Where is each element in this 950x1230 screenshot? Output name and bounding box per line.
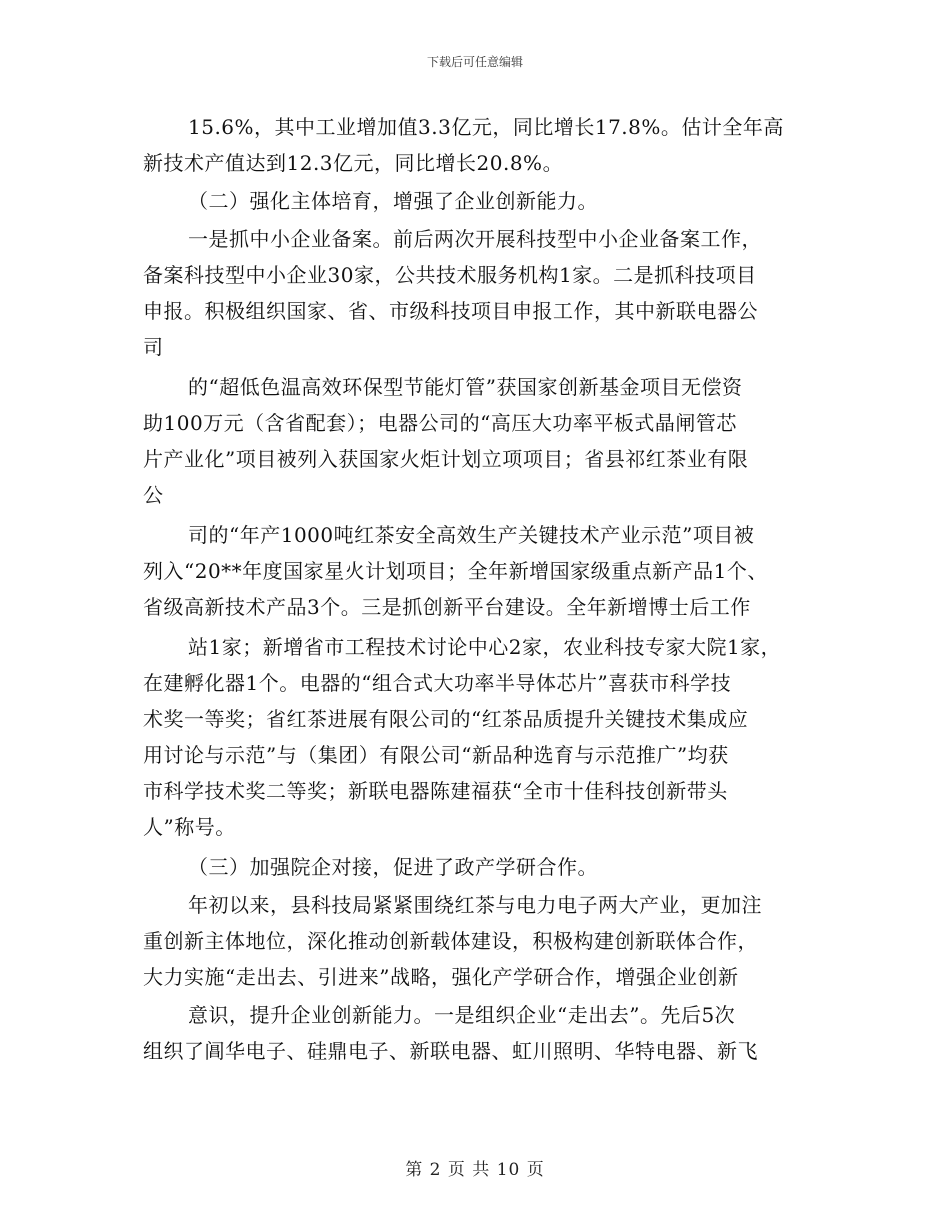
body-line: 15.6%，其中工业增加值3.3亿元，同比增长17.8%。估计全年高	[188, 115, 784, 139]
body-line: 一是抓中小企业备案。前后两次开展科技型中小企业备案工作，	[188, 227, 762, 251]
body-line: 人”称号。	[143, 815, 236, 839]
page-header: 下载后可任意编辑	[426, 55, 523, 69]
body-line: 市科学技术奖二等奖；新联电器陈建福获“全市十佳科技创新带头	[143, 779, 728, 803]
section-heading: （二）强化主体培育，增强了企业创新能力。	[188, 189, 598, 213]
body-line: 备案科技型中小企业30家，公共技术服务机构1家。二是抓科技项目	[143, 263, 757, 287]
body-line: 意识，提升企业创新能力。一是组织企业“走出去”。先后5次	[188, 1003, 736, 1027]
body-line: 公	[143, 483, 164, 507]
body-line: 年初以来，县科技局紧紧围绕红茶与电力电子两大产业，更加注	[188, 893, 762, 917]
body-line: 司	[143, 335, 164, 359]
body-line: 申报。积极组织国家、省、市级科技项目申报工作，其中新联电器公	[143, 299, 758, 323]
body-line: 站1家；新增省市工程技术讨论中心2家，农业科技专家大院1家，	[188, 635, 782, 659]
body-line: 的“超低色温高效环保型节能灯管”获国家创新基金项目无偿资	[188, 375, 743, 399]
body-line: 省级高新技术产品3个。三是抓创新平台建设。全年新增博士后工作	[143, 595, 751, 619]
body-line: 新技术产值达到12.3亿元，同比增长20.8%。	[143, 151, 564, 175]
body-line: 助100万元（含省配套）；电器公司的“高压大功率平板式晶闸管芯	[143, 411, 737, 435]
body-line: 术奖一等奖；省红茶进展有限公司的“红茶品质提升关键技术集成应	[143, 707, 749, 731]
page-footer: 第 2 页 共 10 页	[405, 1160, 545, 1180]
body-line: 司的“年产1000吨红茶安全高效生产关键技术产业示范”项目被	[188, 523, 755, 547]
section-heading: （三）加强院企对接，促进了政产学研合作。	[188, 855, 598, 879]
body-line: 用讨论与示范”与（集团）有限公司“新品种选育与示范推广”均获	[143, 743, 729, 767]
body-line: 列入“20**年度国家星火计划项目；全年新增国家级重点新产品1个、	[143, 559, 768, 583]
body-line: 大力实施“走出去、引进来”战略，强化产学研合作，增强企业创新	[143, 965, 739, 989]
body-line: 重创新主体地位，深化推动创新载体建设，积极构建创新联体合作，	[143, 929, 758, 953]
body-line: 片产业化”项目被列入获国家火炬计划立项项目；省县祁红茶业有限	[143, 447, 749, 471]
body-line: 组织了阊华电子、硅鼎电子、新联电器、虹川照明、华特电器、新飞	[143, 1039, 758, 1063]
body-line: 在建孵化器1个。电器的“组合式大功率半导体芯片”喜获市科学技	[143, 671, 732, 695]
